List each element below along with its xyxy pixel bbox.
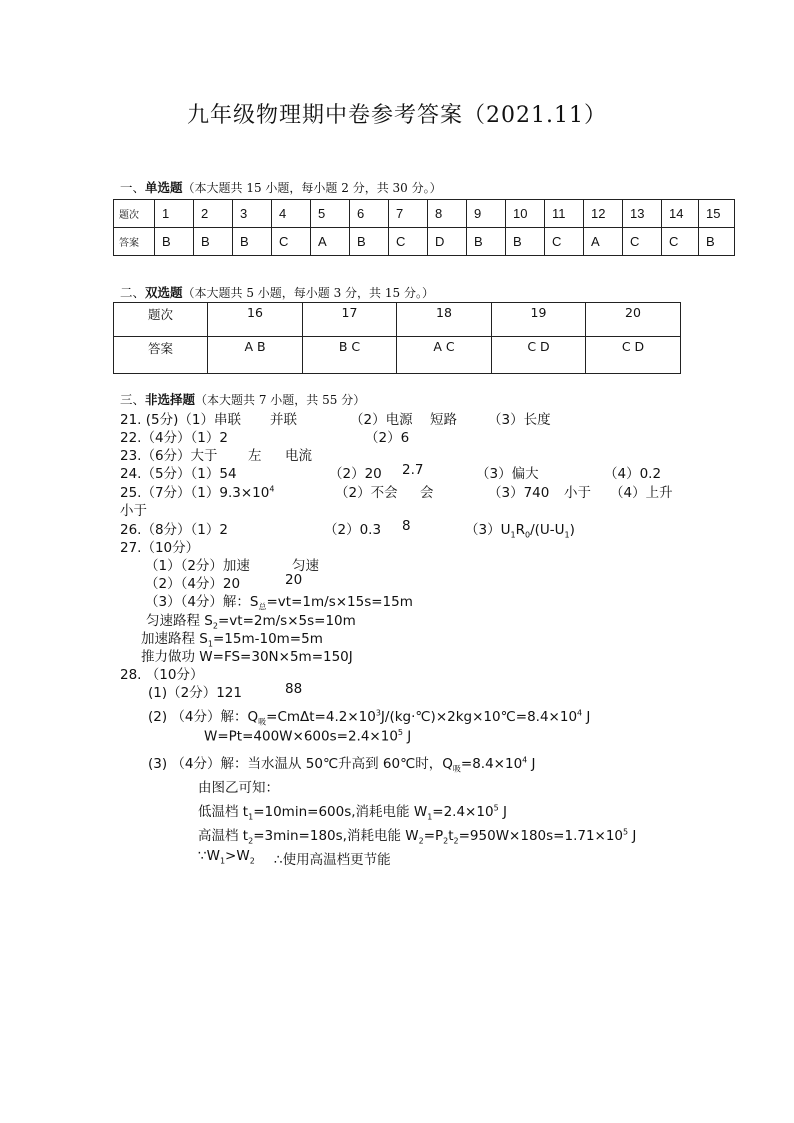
question-number: 12 <box>584 200 623 228</box>
q28-text: W=Pt=400W×600s=2.4×10 <box>204 728 398 745</box>
answer-28-part1 <box>148 681 548 701</box>
q28-sup: 4 <box>577 708 583 718</box>
q27-text: =15m-10m=5m <box>212 631 323 647</box>
q26-part: 8 <box>402 518 411 534</box>
answer-28-line5: 由图乙可知： <box>198 780 279 796</box>
answer-cell: A B <box>208 337 303 374</box>
question-number: 5 <box>311 200 350 228</box>
question-row <box>114 303 681 337</box>
section3-heading <box>120 390 365 408</box>
q26-text: （3）U <box>465 522 511 538</box>
q28-text: =3min=180s,消耗电能 W <box>253 828 419 844</box>
answer-27-part2 <box>145 572 545 592</box>
section1-name: 单选题 <box>145 180 183 195</box>
answer-cell: A <box>311 228 350 256</box>
q21-part: 21. (5分)（1）串联 <box>120 412 241 428</box>
q26-part: （2）0.3 <box>324 522 382 538</box>
question-number: 8 <box>428 200 467 228</box>
answer-cell: B <box>155 228 194 256</box>
q22-part: （2）6 <box>365 430 410 446</box>
answer-cell: C D <box>492 337 586 374</box>
q21-part: （3）长度 <box>488 412 551 428</box>
section2-prefix: 二、 <box>120 285 146 300</box>
question-row <box>114 200 735 228</box>
question-number: 17 <box>303 303 397 337</box>
q25-part: 会 <box>420 485 434 501</box>
section3-prefix: 三、 <box>120 392 146 407</box>
q27-part: 20 <box>285 572 303 588</box>
answer-cell: A <box>584 228 623 256</box>
q25-part: 小于 <box>564 485 591 501</box>
question-number: 15 <box>699 200 735 228</box>
q27-text: =vt=1m/s×15s=15m <box>266 594 413 610</box>
answer-25 <box>120 481 720 501</box>
answer-cell: C <box>623 228 662 256</box>
q28-part: (1)（2分）121 <box>148 685 242 701</box>
q25-part <box>120 481 274 501</box>
answer-23 <box>120 444 720 464</box>
q28-text: J <box>527 756 536 772</box>
q24-part: （3）偏大 <box>476 466 539 482</box>
q28-text: =8.4×10 <box>460 756 523 772</box>
question-number: 3 <box>233 200 272 228</box>
q28-sub: 1 <box>219 856 226 866</box>
question-number: 9 <box>467 200 506 228</box>
q27-text: 加速路程 S <box>141 631 208 647</box>
q28-sup: 5 <box>397 728 403 737</box>
answer-cell: B C <box>303 337 397 374</box>
section2-name: 双选题 <box>145 285 183 300</box>
section2-note: （本大题共 5 小题，每小题 3 分，共 15 分。） <box>182 286 434 300</box>
q26-text: /(U-U <box>530 522 565 538</box>
q28-part: 88 <box>285 681 303 697</box>
answer-28-line8 <box>198 848 598 868</box>
row-header-answer: 答案 <box>114 337 208 374</box>
q24-part: （4）0.2 <box>604 466 662 482</box>
section3-note: （本大题共 7 小题，共 55 分） <box>195 393 366 407</box>
q28-sub: 吸 <box>452 764 461 774</box>
q25-exp: 4 <box>269 484 275 494</box>
q22-part: 22.（4分）（1）2 <box>120 430 228 446</box>
q28-sup: 5 <box>623 827 629 837</box>
q28-text: J/(kg·℃)×2kg×10℃=8.4×10 <box>380 709 578 725</box>
answer-cell: C <box>272 228 311 256</box>
q28-text: J <box>498 804 507 820</box>
q28-text: ∵W <box>198 848 220 864</box>
q27-text: 匀速路程 S <box>146 613 213 629</box>
answer-cell: B <box>233 228 272 256</box>
q28-text: =10min=600s,消耗电能 W <box>253 804 428 820</box>
q26-part <box>465 518 575 540</box>
q25-part: （2）不会 <box>335 485 398 501</box>
q28-text: =2.4×10 <box>432 804 494 820</box>
q27-part: 匀速 <box>292 558 319 574</box>
answer-28-head: 28. （10分） <box>120 667 204 683</box>
q21-part: 并联 <box>270 412 297 428</box>
q28-sub: 1 <box>427 812 433 822</box>
q28-text: =P <box>423 828 444 844</box>
section2-heading <box>120 283 434 301</box>
double-choice-table <box>113 302 681 374</box>
q26-sub: 0 <box>524 530 531 540</box>
answer-cell: C <box>545 228 584 256</box>
q28-text: >W <box>225 848 250 864</box>
q28-sup: 5 <box>493 803 499 813</box>
answer-28-line6 <box>198 800 507 822</box>
q28-text: J <box>582 709 591 725</box>
question-number: 19 <box>492 303 586 337</box>
q23-part: 电流 <box>285 448 312 464</box>
answer-28-line3 <box>204 728 411 745</box>
q28-text: =950W×180s=1.71×10 <box>458 828 624 844</box>
answer-cell: C D <box>586 337 681 374</box>
answer-row <box>114 337 681 374</box>
q21-part: 短路 <box>430 412 457 428</box>
q28-text: =CmΔt=4.2×10 <box>266 709 376 725</box>
question-number: 10 <box>506 200 545 228</box>
q28-sub: 吸 <box>258 717 267 727</box>
q28-because <box>198 848 255 866</box>
q26-sub: 1 <box>564 530 570 540</box>
question-number: 6 <box>350 200 389 228</box>
answer-28-line7 <box>198 824 636 846</box>
row-header-answer: 答案 <box>114 228 155 256</box>
q28-sup: 3 <box>375 708 381 718</box>
question-number: 2 <box>194 200 233 228</box>
answer-cell: C <box>662 228 699 256</box>
q28-sub: 2 <box>248 836 254 846</box>
answer-28-part3 <box>148 752 536 775</box>
q27-text: =vt=2m/s×5s=10m <box>217 613 356 629</box>
answer-27-part1 <box>145 554 545 574</box>
q28-text: 高温档 t <box>198 828 249 844</box>
question-number: 7 <box>389 200 428 228</box>
q28-sup: 4 <box>522 755 528 765</box>
question-number: 18 <box>397 303 492 337</box>
q25-main: 25.（7分）（1）9.3×10 <box>120 485 270 501</box>
answer-27-line6: 推力做功 W=FS=30N×5m=150J <box>141 649 353 665</box>
q28-conclusion: ∴使用高温档更节能 <box>274 852 391 868</box>
q28-text: J <box>628 828 637 844</box>
question-number: 1 <box>155 200 194 228</box>
q23-part: 23.（6分）大于 <box>120 448 218 464</box>
q28-sub: 1 <box>248 812 254 822</box>
answer-cell: B <box>350 228 389 256</box>
answer-28-part2 <box>148 705 590 728</box>
answer-21 <box>120 408 720 428</box>
q26-text: ) <box>569 522 575 538</box>
q28-text: 低温档 t <box>198 804 249 820</box>
q24-part: 24.（5分）（1）54 <box>120 466 237 482</box>
question-number: 14 <box>662 200 699 228</box>
q27-sub: 总 <box>258 602 267 612</box>
question-number: 13 <box>623 200 662 228</box>
q28-text: (2) （4分）解：Q <box>148 709 259 725</box>
q21-part: （2）电源 <box>350 412 413 428</box>
q27-text: （3）（4分）解：S <box>145 594 259 610</box>
answer-cell: B <box>194 228 233 256</box>
answer-cell: C <box>389 228 428 256</box>
section1-note: （本大题共 15 小题，每小题 2 分，共 30 分。） <box>182 181 442 195</box>
q26-part: 26.（8分）（1）2 <box>120 522 228 538</box>
q28-text: J <box>403 728 412 745</box>
q24-part: 2.7 <box>402 462 424 478</box>
answer-25-wrap: 小于 <box>120 503 147 519</box>
section1-heading <box>120 178 442 196</box>
q23-part: 左 <box>248 448 262 464</box>
q27-part: （1）（2分）加速 <box>145 558 250 574</box>
q28-sub: 2 <box>443 836 449 846</box>
answer-cell: B <box>467 228 506 256</box>
answer-cell: B <box>506 228 545 256</box>
question-number: 4 <box>272 200 311 228</box>
q28-text: t <box>448 828 454 844</box>
q27-sub: 2 <box>212 621 218 631</box>
q28-sub: 2 <box>418 836 424 846</box>
question-number: 16 <box>208 303 303 337</box>
q27-sub: 1 <box>207 639 213 649</box>
section3-name: 非选择题 <box>145 392 196 407</box>
q25-part: （4）上升 <box>610 485 673 501</box>
question-number: 20 <box>586 303 681 337</box>
q28-sub: 2 <box>249 856 255 866</box>
q26-text: R <box>515 522 525 538</box>
q27-part: （2）（4分）20 <box>145 576 241 592</box>
q24-part: （2）20 <box>329 466 382 482</box>
question-number: 11 <box>545 200 584 228</box>
single-choice-table <box>113 199 735 256</box>
section1-prefix: 一、 <box>120 180 146 195</box>
answer-cell: A C <box>397 337 492 374</box>
row-header-question: 题次 <box>114 303 208 337</box>
page-title: 九年级物理期中卷参考答案（2021.11） <box>187 103 607 128</box>
q28-sub: 2 <box>453 836 459 846</box>
q28-text: (3) （4分）解：当水温从 50℃升高到 60℃时，Q <box>148 756 453 772</box>
q26-sub: 1 <box>510 530 516 540</box>
answer-22 <box>120 426 720 446</box>
answer-26 <box>120 518 720 538</box>
answer-cell: B <box>699 228 735 256</box>
row-header-question: 题次 <box>114 200 155 228</box>
answer-cell: D <box>428 228 467 256</box>
answer-27-head: 27.（10分） <box>120 540 200 556</box>
answer-24 <box>120 462 720 482</box>
answer-row <box>114 228 735 256</box>
q25-part: （3）740 <box>488 485 550 501</box>
